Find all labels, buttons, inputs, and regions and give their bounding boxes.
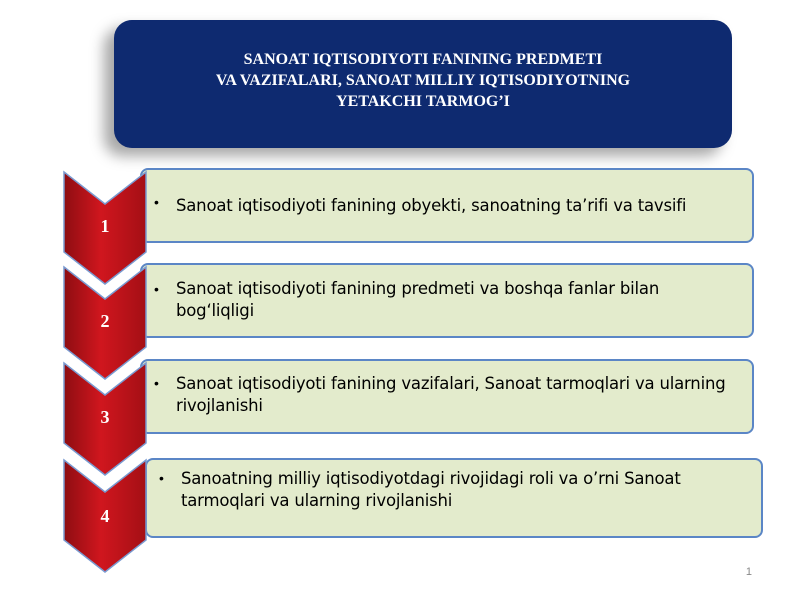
page-number: 1 <box>745 566 752 578</box>
title-line-2: VA VAZIFALARI, SANOAT MILLIY IQTISODIYOTNING <box>215 71 631 89</box>
title-line-3: YETAKCHI TARMOG’I <box>336 92 510 110</box>
list-item-2-box <box>140 263 754 338</box>
list-item-3-box <box>140 359 754 434</box>
step-number-3: 3 <box>100 407 110 427</box>
bullet: • <box>154 375 159 391</box>
bullet: • <box>154 194 159 210</box>
list-item-3-text: Sanoat iqtisodiyoti fanining vazifalari, Sanoat tarmoqlari va ularning rivojlanishi <box>176 374 726 415</box>
list-item-2-text: Sanoat iqtisodiyoti fanining predmeti va boshqa fanlar bilan bog‘liqligi <box>176 279 660 320</box>
list-item-4-text: Sanoatning milliy iqtisodiyotdagi rivojidagi roli va o’rni Sanoat tarmoqlari va ularning rivojlanishi <box>181 469 681 510</box>
list-item-1-box <box>140 168 754 243</box>
list-item-4-box <box>145 458 763 538</box>
bullet: • <box>154 281 159 297</box>
bullet: • <box>159 470 164 486</box>
title-line-1: SANOAT IQTISODIYOTI FANINING PREDMETI <box>243 50 603 68</box>
step-number-1: 1 <box>100 216 110 236</box>
step-number-4: 4 <box>100 506 110 526</box>
title-banner <box>114 20 732 148</box>
list-item-1-text: Sanoat iqtisodiyoti fanining obyekti, sanoatning ta’rifi va tavsifi <box>176 196 687 215</box>
step-number-2: 2 <box>100 311 110 331</box>
